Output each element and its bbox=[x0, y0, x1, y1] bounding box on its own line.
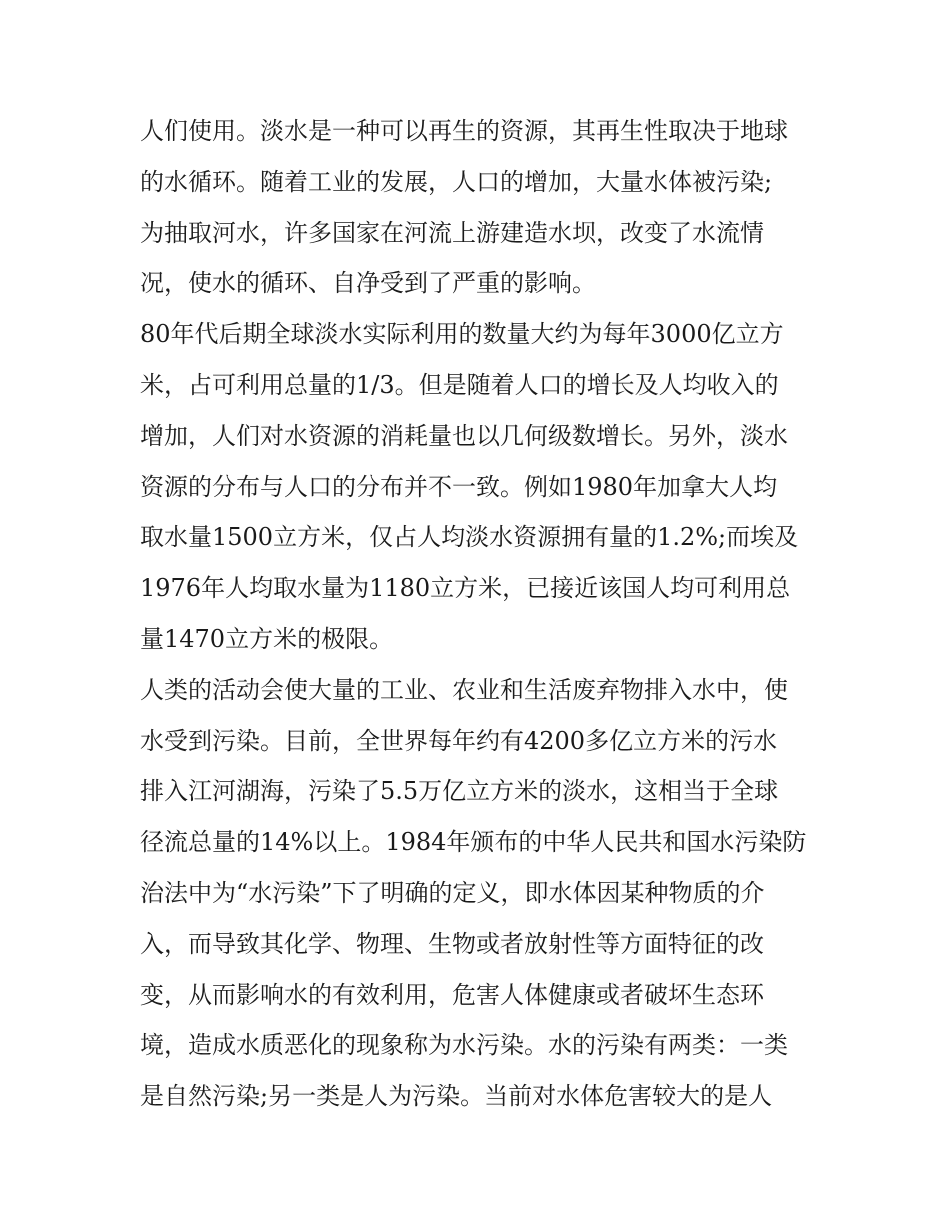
text-line: 取水量1500立方米，仅占人均淡水资源拥有量的1.2%;而埃及 bbox=[140, 523, 799, 552]
text-line: 水受到污染。目前，全世界每年约有4200多亿立方米的污水 bbox=[140, 726, 778, 755]
text-line: 米，占可利用总量的1/3。但是随着人口的增长及人均收入的 bbox=[140, 370, 779, 399]
text-line: 入，而导致其化学、物理、生物或者放射性等方面特征的改 bbox=[140, 929, 764, 958]
text-line: 人们使用。淡水是一种可以再生的资源，其再生性取决于地球 bbox=[140, 117, 788, 145]
text-line: 排入江河湖海，污染了5.5万亿立方米的淡水，这相当于全球 bbox=[140, 777, 779, 806]
text-line: 为抽取河水，许多国家在河流上游建造水坝，改变了水流情 bbox=[140, 218, 764, 247]
paragraph-3 bbox=[140, 665, 820, 1122]
text-line: 变，从而影响水的有效利用，危害人体健康或者破坏生态环 bbox=[140, 980, 764, 1009]
text-line: 径流总量的14%以上。1984年颁布的中华人民共和国水污染防 bbox=[140, 828, 807, 857]
text-line: 境，造成水质恶化的现象称为水污染。水的污染有两类：一类 bbox=[140, 1031, 788, 1060]
text-line: 量1470立方米的极限。 bbox=[140, 624, 394, 653]
text-line: 80年代后期全球淡水实际利用的数量大约为每年3000亿立方 bbox=[140, 320, 784, 349]
text-line: 资源的分布与人口的分布并不一致。例如1980年加拿大人均 bbox=[140, 472, 778, 501]
text-line: 的水循环。随着工业的发展，人口的增加，大量水体被污染; bbox=[140, 167, 773, 196]
text-line: 人类的活动会使大量的工业、农业和生活废弃物排入水中，使 bbox=[140, 675, 788, 704]
text-line: 况，使水的循环、自净受到了严重的影响。 bbox=[140, 269, 596, 298]
text-line: 增加，人们对水资源的消耗量也以几何级数增长。另外，淡水 bbox=[140, 421, 788, 450]
paragraph-2 bbox=[140, 309, 820, 665]
text-line: 是自然污染;另一类是人为污染。当前对水体危害较大的是人 bbox=[140, 1082, 773, 1111]
document-body bbox=[140, 106, 820, 1122]
text-line: 1976年人均取水量为1180立方米，已接近该国人均可利用总 bbox=[140, 574, 791, 603]
text-line: 治法中为“水污染”下了明确的定义，即水体因某种物质的介 bbox=[140, 878, 765, 907]
paragraph-1 bbox=[140, 106, 820, 309]
